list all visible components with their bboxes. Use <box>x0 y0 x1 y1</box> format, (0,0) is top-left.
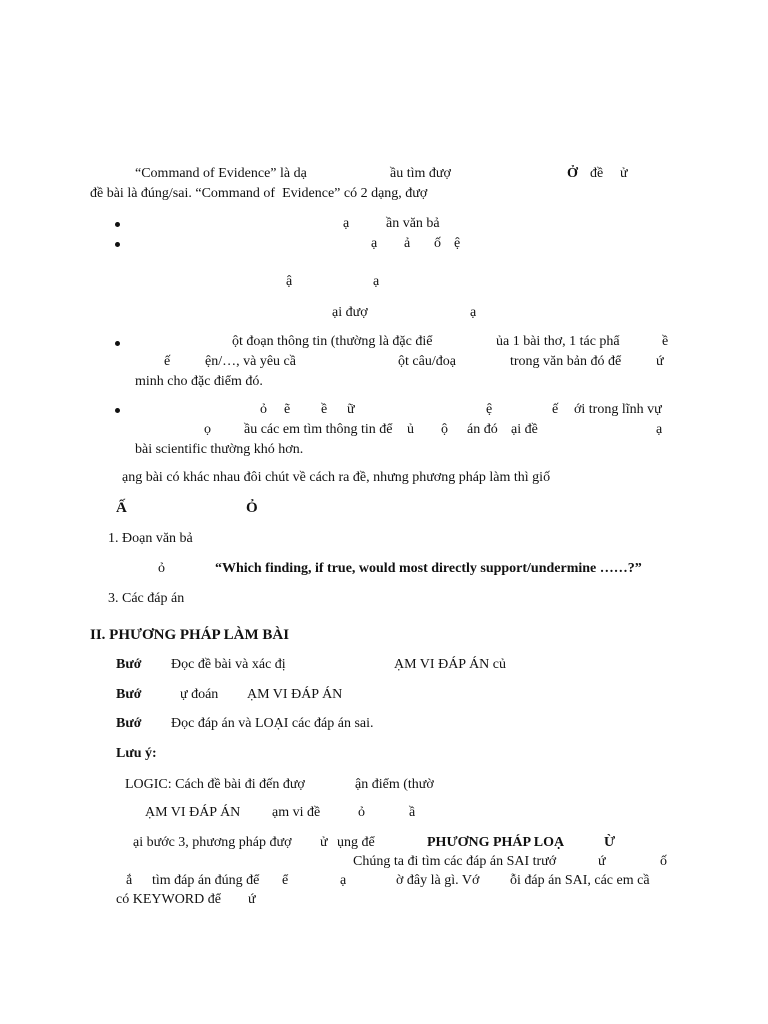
find-line-part: ể <box>282 873 289 888</box>
step-text: Đọc đáp án và LOẠI các đáp án sai. <box>171 716 374 731</box>
bullet3-line-part: ế <box>164 354 171 369</box>
step-label: Bướ <box>116 716 142 731</box>
bullet3-line-3: minh cho đặc điểm đó. <box>135 374 263 389</box>
intro-line-1-part: “Command of Evidence” là dạ <box>135 166 307 181</box>
note-label: Lưu ý: <box>116 746 157 761</box>
bullet-marker <box>115 408 120 413</box>
bullet4-line-part: ọ <box>204 422 211 437</box>
list-item-part: ỏ <box>158 561 165 576</box>
bullet3-line-part: ột câu/đoạ <box>398 354 456 369</box>
find-line-part: ờ đây là gì. Vớ <box>396 873 480 888</box>
sai-line-part: ố <box>660 854 667 869</box>
bullet-text-part: ạ <box>371 236 378 251</box>
bullet-text-part: ả <box>404 236 411 251</box>
bullet3-line-part: ứ <box>656 354 664 369</box>
bullet4-line-part: ẽ <box>284 402 291 417</box>
bullet3-line-part: trong văn bản đó để <box>510 354 622 369</box>
bullet4-line-part: ầu các em tìm thông tin để <box>244 422 393 437</box>
bullet4-line-3: bài scientific thường khó hơn. <box>135 442 304 457</box>
section-heading: II. PHƯƠNG PHÁP LÀM BÀI <box>90 627 290 643</box>
intro-line-1-part: ử <box>620 166 628 181</box>
method-line-part: ại bước 3, phương pháp đượ <box>133 835 292 850</box>
step-label: Bướ <box>116 657 142 672</box>
keyword-line-part: có KEYWORD để <box>116 892 221 907</box>
bullet-text-part: ần văn bả <box>386 216 440 231</box>
intro-line-1-part: Ở <box>567 166 578 181</box>
range-line-part: ạm vi đề <box>272 805 321 820</box>
list-item-question: “Which finding, if true, would most directly support/undermine ……?” <box>215 561 642 576</box>
bullet4-line-part: ộ <box>441 422 448 437</box>
bullet-marker <box>115 222 120 227</box>
method-line-part: ụng để <box>337 835 375 850</box>
bullet-text-part: ệ <box>454 236 461 251</box>
bullet4-line-part: ệ <box>486 402 493 417</box>
find-line-part: ắ <box>126 873 133 888</box>
sub-line-part: ại đượ <box>332 305 368 320</box>
method-line-part: ử <box>320 835 328 850</box>
bullet4-line-part: ới trong lĩnh vự <box>574 402 662 417</box>
bullet3-line-part: ện/…, và yêu cầ <box>205 354 296 369</box>
find-line-part: ỗi đáp án SAI, các em cầ <box>510 873 650 888</box>
bullet4-line-part: án đó <box>467 422 498 437</box>
step-text-part: ẠM VI ĐÁP ÁN <box>247 687 343 702</box>
range-line-part: ẠM VI ĐÁP ÁN <box>145 805 241 820</box>
bullet-text-part: ố <box>434 236 441 251</box>
sai-line-part: Chúng ta đi tìm các đáp án SAI trướ <box>353 854 557 869</box>
list-item: 1. Đoạn văn bả <box>108 531 193 546</box>
intro-line-2: đề bài là đúng/sai. “Command of Evidence” có 2 dạng, đượ <box>90 186 428 201</box>
bullet3-line-part: ột đoạn thông tin (thường là đặc điể <box>232 334 433 349</box>
method-line-part: PHƯƠNG PHÁP LOẠ <box>427 835 565 850</box>
intro-line-1-part: đề <box>590 166 604 181</box>
bullet-marker <box>115 242 120 247</box>
bullet-marker <box>115 341 120 346</box>
method-line-part: Ừ <box>604 835 616 850</box>
step-text-part: ự đoán <box>180 687 219 702</box>
bullet4-line-part: ạ <box>656 422 663 437</box>
step-label: Bướ <box>116 687 142 702</box>
find-line-part: tìm đáp án đúng để <box>152 873 260 888</box>
logic-line-part: ận điểm (thườ <box>355 777 434 792</box>
intro-line-1-part: ầu tìm đượ <box>390 166 451 181</box>
keyword-line-part: ứ <box>248 892 256 907</box>
bullet4-line-part: ế <box>552 402 559 417</box>
sub-line-part: ạ <box>470 305 477 320</box>
step-text-part: Đọc đề bài và xác đị <box>171 657 286 672</box>
list-item: 3. Các đáp án <box>108 591 185 606</box>
bullet3-line-part: ề <box>662 334 669 349</box>
sai-line-part: ứ <box>598 854 606 869</box>
bullet-text-part: ạ <box>343 216 350 231</box>
bullet4-line-part: ề <box>321 402 328 417</box>
sub-line-part: ậ <box>286 274 293 289</box>
heading-part: Ỏ <box>246 500 258 516</box>
bullet4-line-part: ỏ <box>260 402 267 417</box>
bullet4-line-part: ữ <box>347 402 355 417</box>
step-text-part: ẠM VI ĐÁP ÁN củ <box>394 657 506 672</box>
bullet4-line-part: ủ <box>407 422 414 437</box>
range-line-part: ỏ <box>358 805 365 820</box>
sub-line-part: ạ <box>373 274 380 289</box>
logic-line-part: LOGIC: Cách đề bài đi đến đượ <box>125 777 305 792</box>
find-line-part: ạ <box>340 873 347 888</box>
bullet4-line-part: ại đề <box>511 422 538 437</box>
heading-part: Ấ <box>116 500 127 516</box>
paragraph-difference: ạng bài có khác nhau đôi chút về cách ra đề, nhưng phương pháp làm thì giố <box>122 470 551 485</box>
bullet3-line-part: ủa 1 bài thơ, 1 tác phẩ <box>496 334 620 349</box>
range-line-part: ầ <box>409 805 416 820</box>
